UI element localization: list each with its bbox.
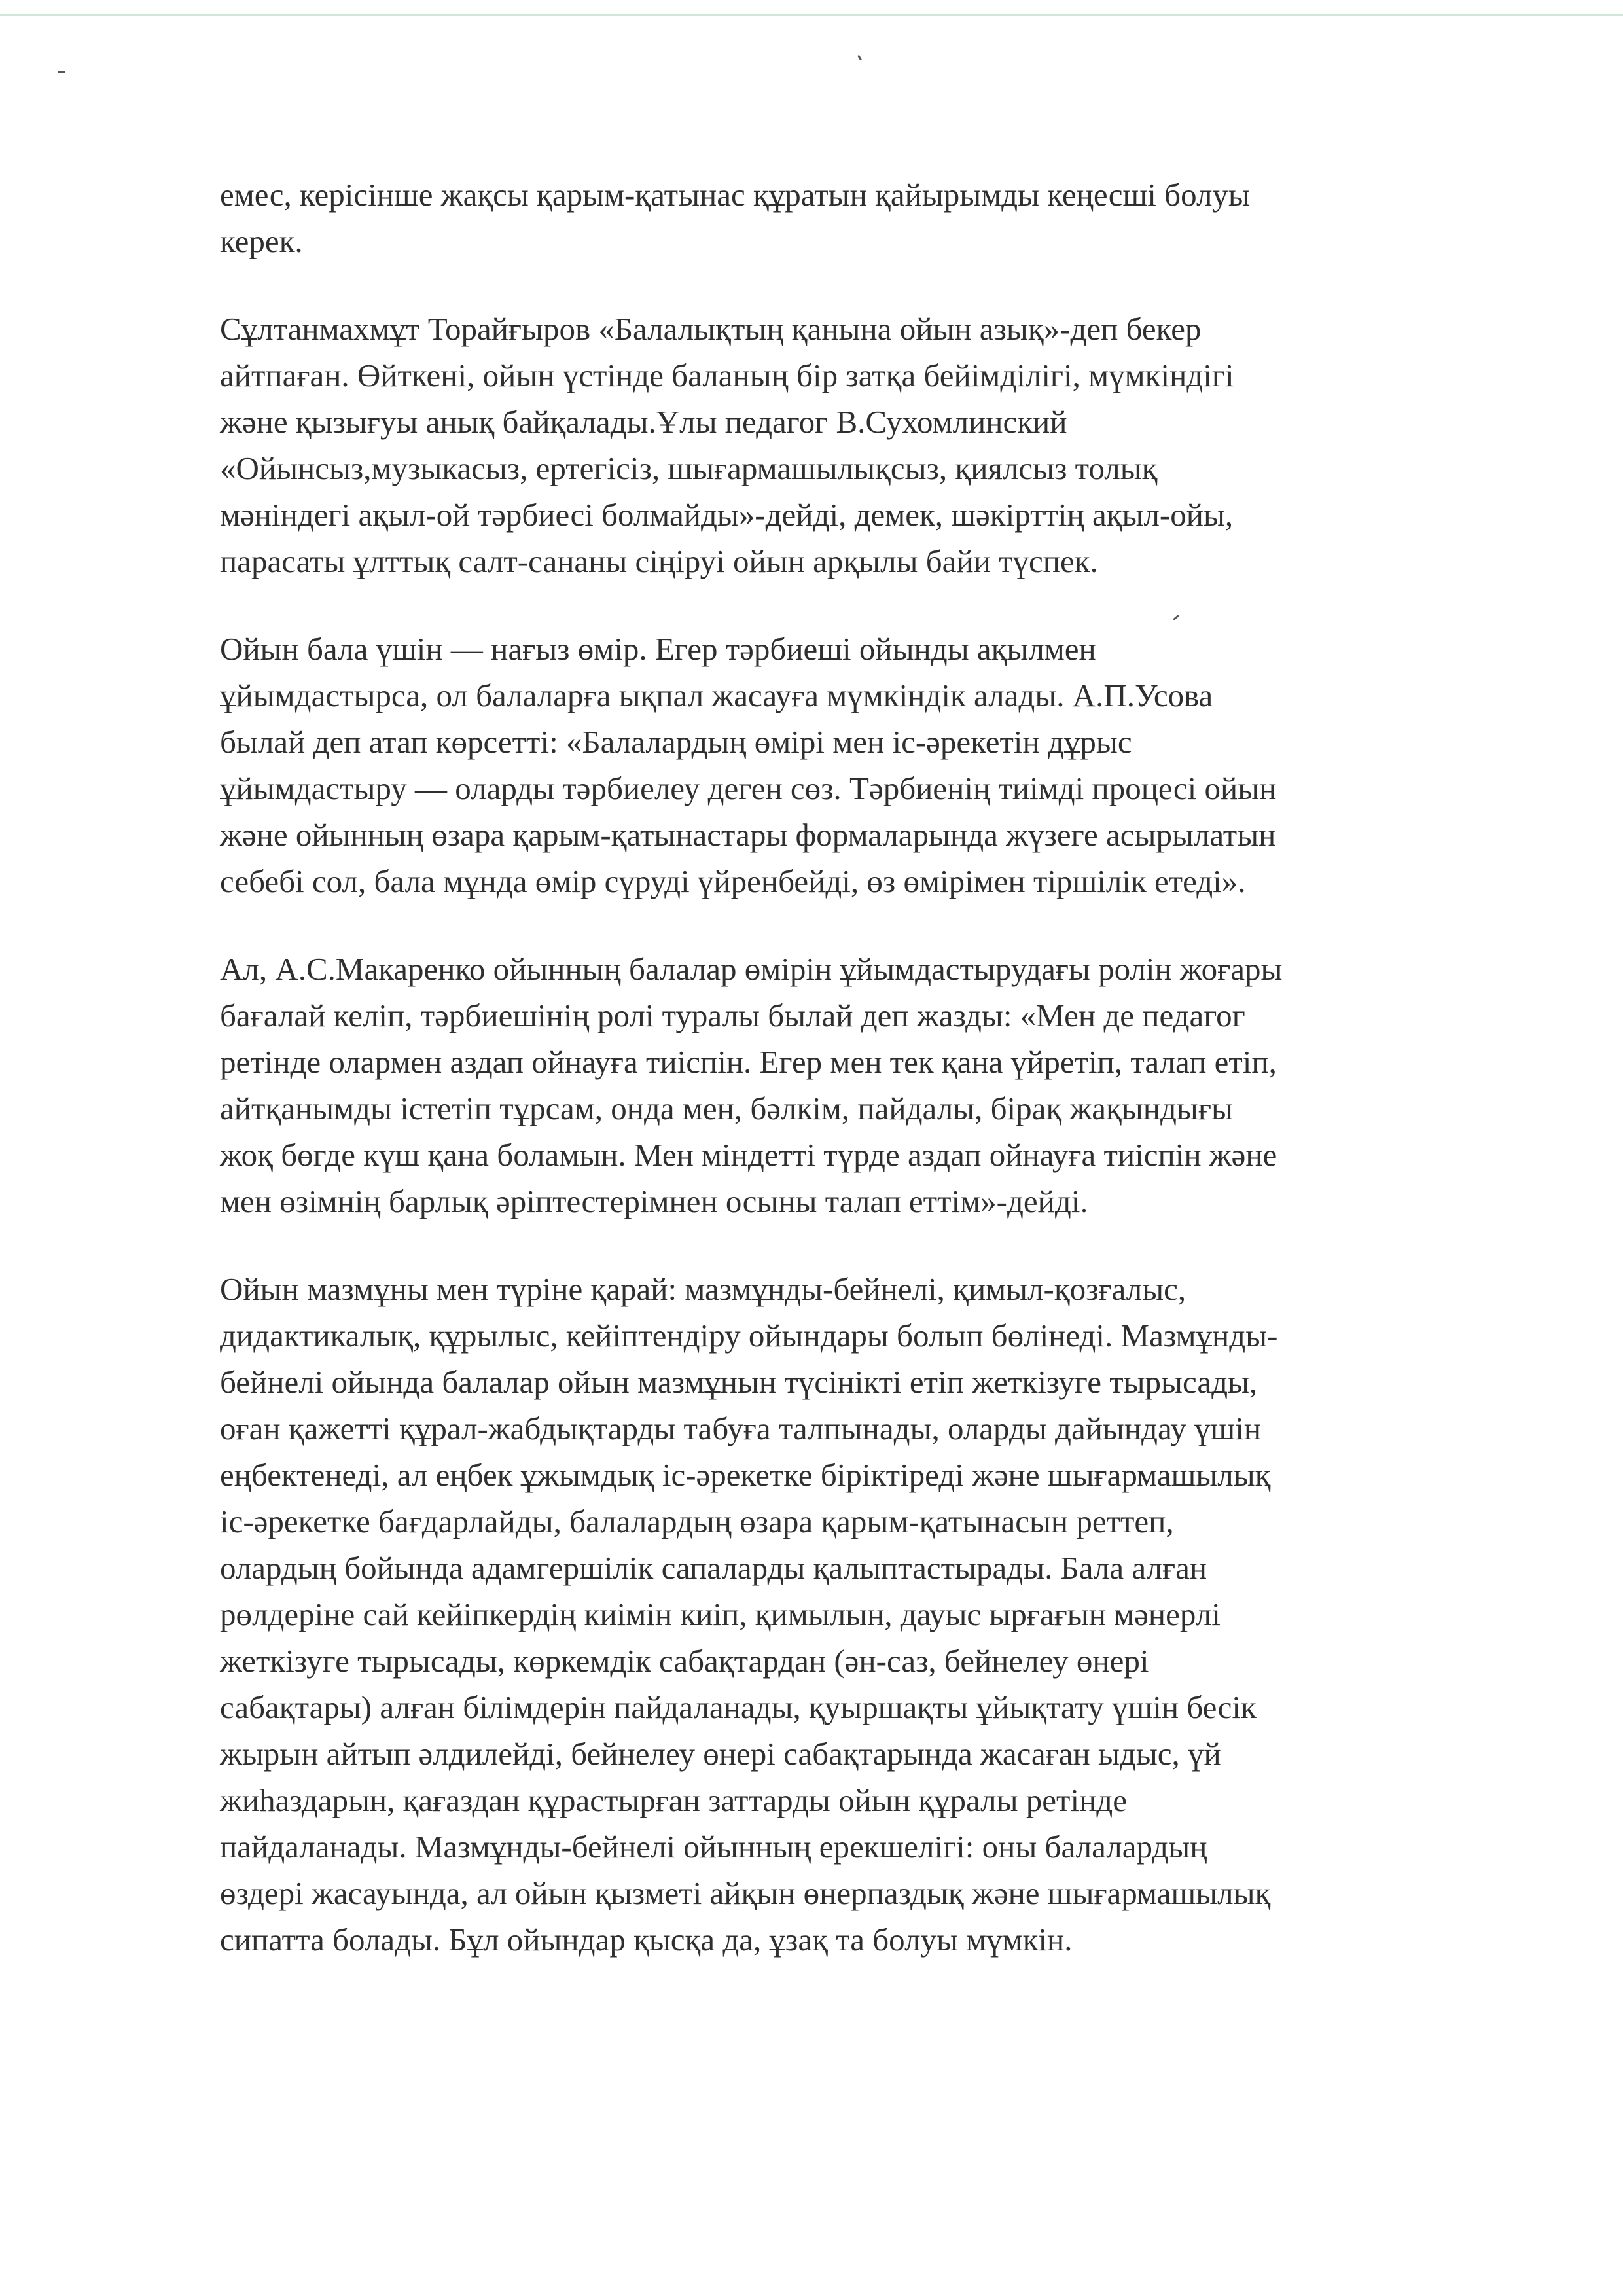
paragraph-5 bbox=[220, 1266, 1483, 1963]
text-line: мәніндегі ақыл-ой тәрбиесі болмайды»-дейді, демек, шәкірттің ақыл-ойы, bbox=[220, 497, 1234, 533]
text-line: оған қажетті құрал-жабдықтарды табуға талпынады, оларды дайындау үшін bbox=[220, 1410, 1262, 1446]
text-line: жеткізуге тырысады, көркемдік сабақтардан (ән-саз, бейнелеу өнері bbox=[220, 1643, 1149, 1679]
text-line: және қызығуы анық байқалады.Ұлы педагог В.Сухомлинский bbox=[220, 404, 1067, 440]
text-line: жоқ бөгде күш қана боламын. Мен міндетті түрде аздап ойнауға тиіспін және bbox=[220, 1137, 1277, 1173]
text-line: еңбектенеді, ал еңбек ұжымдық іс-әрекетке біріктіреді және шығармашылық bbox=[220, 1457, 1271, 1493]
scan-top-edge bbox=[0, 14, 1623, 16]
text-line: Ал, А.С.Макаренко ойынның балалар өмірін ұйымдастырудағы ролін жоғары bbox=[220, 951, 1283, 987]
text-line: пайдаланады. Мазмұнды-бейнелі ойынның ерекшелігі: оны балалардың bbox=[220, 1829, 1207, 1865]
text-line: Сұлтанмахмұт Торайғыров «Балалықтың қанына ойын азық»-деп бекер bbox=[220, 311, 1202, 347]
text-line: себебі сол, бала мұнда өмір сүруді үйренбейді, өз өмірімен тіршілік етеді». bbox=[220, 863, 1246, 899]
text-line: парасаты ұлттық салт-сананы сіңіруі ойын арқылы байи түспек. bbox=[220, 543, 1098, 579]
paragraph-4 bbox=[220, 946, 1483, 1225]
text-line: Ойын мазмұны мен түріне қарай: мазмұнды-бейнелі, қимыл-қозғалыс, bbox=[220, 1271, 1186, 1307]
text-line: ретінде олармен аздап ойнауға тиіспін. Егер мен тек қана үйретіп, талап етіп, bbox=[220, 1044, 1277, 1080]
paragraph-1 bbox=[220, 171, 1483, 264]
scan-speck bbox=[58, 71, 65, 73]
text-line: мен өзімнің барлық әріптестерімнен осыны талап еттім»-дейді. bbox=[220, 1183, 1088, 1219]
text-line: ұйымдастыру — оларды тәрбиелеу деген сөз. Тәрбиенің тиімді процесі ойын bbox=[220, 770, 1277, 806]
text-line: рөлдеріне сай кейіпкердің киімін киіп, қимылын, дауыс ырғағын мәнерлі bbox=[220, 1596, 1221, 1632]
text-line: сабақтары) алған білімдерін пайдаланады, қуыршақты ұйықтату үшін бесік bbox=[220, 1689, 1257, 1725]
text-line: жиһаздарын, қағаздан құрастырған заттарды ойын құралы ретінде bbox=[220, 1782, 1127, 1818]
text-line: іс-әрекетке бағдарлайды, балалардың өзара қарым-қатынасын реттеп, bbox=[220, 1503, 1174, 1539]
scan-speck bbox=[857, 55, 862, 60]
paragraph-2 bbox=[220, 306, 1483, 584]
text-line: ұйымдастырса, ол балаларға ықпал жасауға мүмкіндік алады. А.П.Усова bbox=[220, 677, 1213, 713]
text-line: сипатта болады. Бұл ойындар қысқа да, ұзақ та болуы мүмкін. bbox=[220, 1922, 1073, 1958]
text-line: олардың бойында адамгершілік сапаларды қалыптастырады. Бала алған bbox=[220, 1550, 1207, 1586]
text-line: айтқанымды істетіп тұрсам, онда мен, бәлкім, пайдалы, бірақ жақындығы bbox=[220, 1090, 1233, 1126]
text-line: бейнелі ойында балалар ойын мазмұнын түсінікті етіп жеткізуге тырысады, bbox=[220, 1364, 1258, 1400]
text-line: айтпаған. Өйткені, ойын үстінде баланың бір затқа бейімділігі, мүмкіндігі bbox=[220, 357, 1234, 393]
text-line: Ойын бала үшін — нағыз өмір. Егер тәрбиеші ойынды ақылмен bbox=[220, 631, 1096, 667]
document-page-body bbox=[220, 171, 1483, 1963]
text-line: дидактикалық, құрылыс, кейіптендіру ойындары болып бөлінеді. Мазмұнды- bbox=[220, 1318, 1278, 1354]
text-line: «Ойынсыз,музыкасыз, ертегісіз, шығармашылықсыз, қиялсыз толық bbox=[220, 450, 1158, 486]
text-line: өздері жасауында, ал ойын қызметі айқын өнерпаздық және шығармашылық bbox=[220, 1875, 1271, 1911]
text-line: былай деп атап көрсетті: «Балалардың өмірі мен іс-әрекетін дұрыс bbox=[220, 724, 1132, 760]
text-line: жырын айтып әлдилейді, бейнелеу өнері сабақтарында жасаған ыдыс, үй bbox=[220, 1736, 1221, 1772]
paragraph-3 bbox=[220, 626, 1483, 905]
text-line: емес, керісінше жақсы қарым-қатынас құратын қайырымды кеңесші болуы bbox=[220, 177, 1250, 213]
text-line: керек. bbox=[220, 223, 303, 259]
text-line: және ойынның өзара қарым-қатынастары формаларында жүзеге асырылатын bbox=[220, 817, 1276, 853]
text-line: бағалай келіп, тәрбиешінің ролі туралы былай деп жазды: «Мен де педагог bbox=[220, 997, 1245, 1033]
